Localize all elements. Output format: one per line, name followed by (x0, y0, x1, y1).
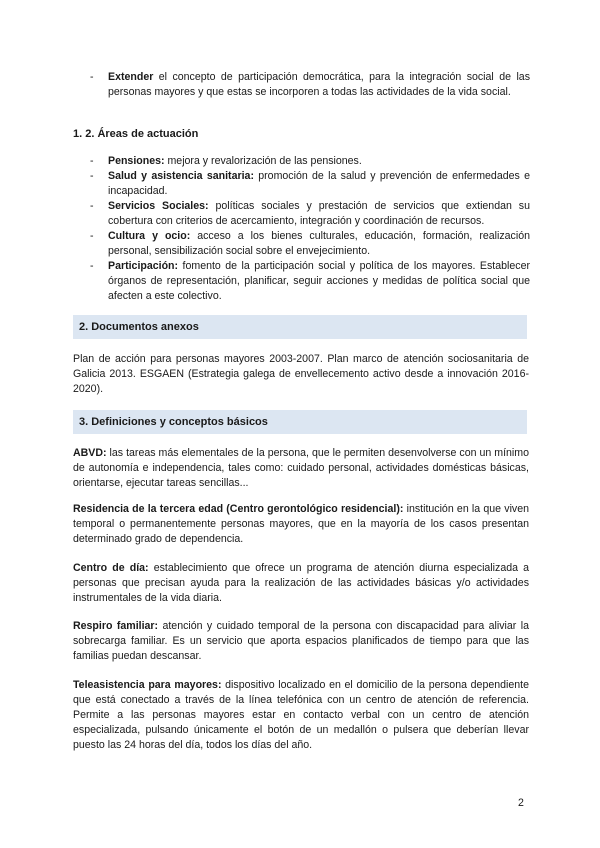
definition-term: Residencia de la tercera edad (Centro gerontológico residencial): (73, 503, 404, 515)
definition-residencia (73, 502, 529, 547)
definition-text: atención y cuidado temporal de la persona con discapacidad para aliviar la sobrecarga familiar. Es un servicio que aporta espacios planificados de tiempo para que las familias puedan descansar. (73, 620, 529, 662)
list-item (90, 154, 530, 169)
bullet-text: promoción de la salud y prevención de enfermedades e incapacidad. (108, 170, 530, 197)
areas-list (90, 154, 530, 304)
bullet-term: Cultura y ocio: (108, 230, 191, 242)
page-number: 2 (518, 797, 524, 809)
list-item (90, 259, 530, 304)
section-band-definitions: 3. Definiciones y conceptos básicos (73, 410, 527, 434)
definition-text: dispositivo localizado en el domicilio de la persona dependiente que está conectado a través de la línea telefónica con un centro de atención de referencia. Permite a las personas mayores estar en contacto verbal con un centro de atención especializada, pulsando únicamente el botón de un medallón o pulsera que deberían llevar puesto las 24 horas del día, todos los días del año. (73, 679, 529, 751)
bullet-dash: - (90, 230, 94, 242)
definition-text: institución en la que viven temporal o permanentemente personas mayores, que en la mayoría de los casos presentan determinado grado de dependencia. (73, 503, 529, 545)
bullet-text: acceso a los bienes culturales, educación, formación, realización personal, sensibilización social sobre el envejecimiento. (108, 230, 530, 257)
bullet-term: Pensiones: (108, 155, 165, 167)
bullet-text: fomento de la participación social y política de los mayores. Establecer órganos de representación, planificar, seguir acciones y medidas de política social que afecten a este colectivo. (108, 260, 530, 302)
bullet-dash: - (90, 200, 94, 212)
top-bullet-list (90, 70, 530, 100)
definition-term: Teleasistencia para mayores: (73, 679, 222, 691)
bullet-term: Servicios Sociales: (108, 200, 209, 212)
bullet-text: el concepto de participación democrática, para la integración social de las personas mayores y que estas se incorporen a todas las actividades de la vida social. (108, 71, 530, 98)
definition-term: Respiro familiar: (73, 620, 159, 632)
section-heading-areas: 1. 2. Áreas de actuación (73, 128, 199, 140)
documents-paragraph: Plan de acción para personas mayores 2003-2007. Plan marco de atención sociosanitaria de Galicia 2013. ESGAEN (Estrategia galega de envellecemento activo desde a innovación 2016-2020). (73, 353, 529, 395)
bullet-dash: - (90, 260, 94, 272)
bullet-dash: - (90, 170, 94, 182)
bullet-term: Extender (108, 71, 154, 83)
definition-term: Centro de día: (73, 562, 149, 574)
list-item (90, 229, 530, 259)
bullet-term: Participación: (108, 260, 179, 272)
definition-text: las tareas más elementales de la persona, que le permiten desenvolverse con un mínimo de autonomía e independencia, tales como: cuidado personal, actividades domésticas básicas, orientarse, ejecutar tareas sencillas... (73, 447, 529, 489)
list-item (90, 70, 530, 100)
definition-respiro-familiar (73, 619, 529, 664)
bullet-text: políticas sociales y prestación de servicios que extiendan su cobertura con criterios de acercamiento, integración y coordinación de recursos. (108, 200, 530, 227)
bullet-dash: - (90, 71, 94, 83)
definition-text: establecimiento que ofrece un programa de atención diurna especializada a personas que precisan ayuda para la realización de las actividades básicas y/o actividades instrumentales de la vida diaria. (73, 562, 530, 604)
bullet-text: mejora y revalorización de las pensiones. (164, 155, 362, 167)
definition-teleasistencia (73, 678, 529, 753)
bullet-term: Salud y asistencia sanitaria: (108, 170, 254, 182)
list-item (90, 199, 530, 229)
definition-abvd (73, 446, 529, 491)
definition-term: ABVD: (73, 447, 107, 459)
list-item (90, 169, 530, 199)
bullet-dash: - (90, 155, 94, 167)
section-band-documents: 2. Documentos anexos (73, 315, 527, 339)
definition-centro-de-dia (73, 561, 529, 606)
